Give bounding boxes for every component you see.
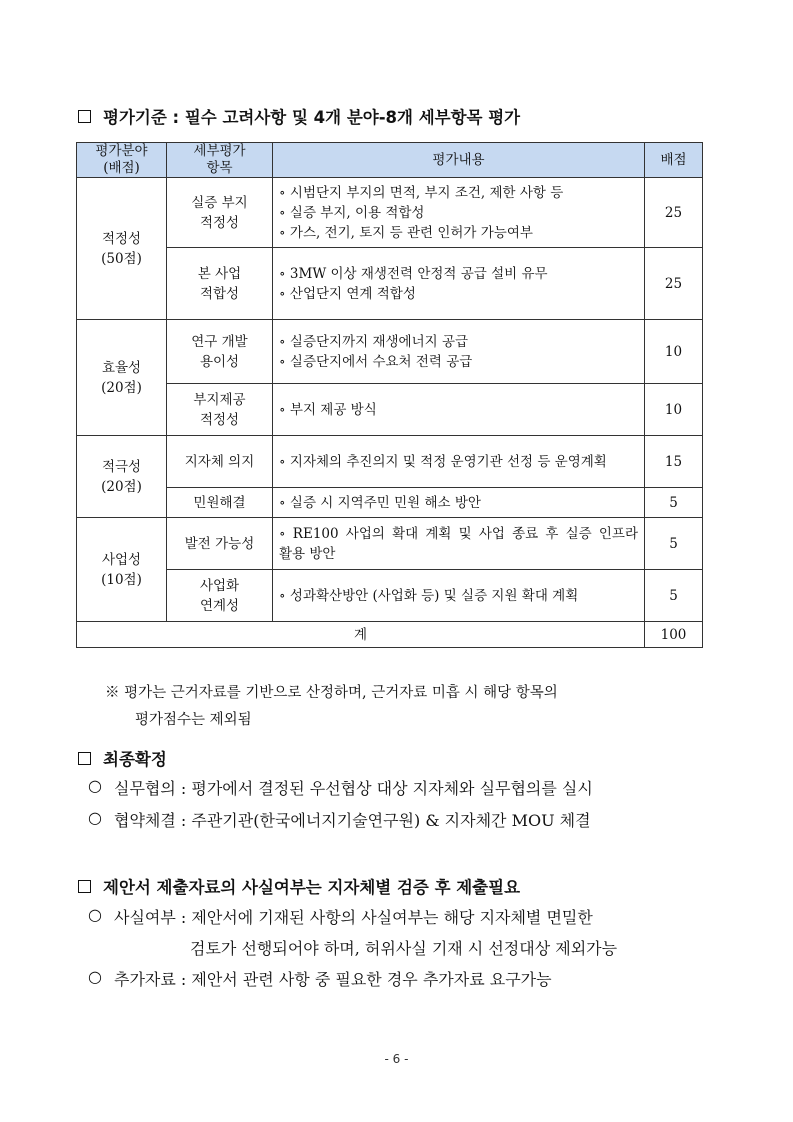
- checkbox-square-icon: [78, 880, 91, 893]
- field-cell: 적극성 (20점): [77, 436, 167, 518]
- score-cell: 10: [645, 384, 703, 436]
- header-field: 평가분야 (배점): [77, 143, 167, 178]
- total-score: 100: [645, 622, 703, 648]
- heading-final-text: 최종확정: [103, 750, 167, 769]
- list-item: [88, 776, 593, 799]
- evaluation-table: [76, 142, 703, 648]
- list-item-continuation: 검토가 선행되어야 하며, 허위사실 기재 시 선정대상 제외가능: [190, 939, 618, 958]
- section-heading-verify: [78, 874, 520, 898]
- score-cell: 5: [645, 570, 703, 622]
- note-line-2: 평가점수는 제외됨: [135, 712, 252, 728]
- bullet-circle-icon: ○: [88, 776, 102, 795]
- section-heading-criteria: [78, 104, 520, 128]
- item-cell: 연구 개발 용이성: [167, 320, 273, 384]
- table-row: [77, 384, 703, 436]
- note-line-1: ※ 평가는 근거자료를 기반으로 산정하며, 근거자료 미흡 시 해당 항목의: [105, 685, 558, 701]
- section-heading-final: [78, 746, 167, 770]
- bullet-circle-icon: ○: [88, 967, 102, 986]
- score-cell: 25: [645, 178, 703, 248]
- item-cell: 지자체 의지: [167, 436, 273, 488]
- table-row: [77, 436, 703, 488]
- table-row: [77, 488, 703, 518]
- content-cell: ∘ 부지 제공 방식: [273, 384, 645, 436]
- field-cell: 사업성 (10점): [77, 518, 167, 622]
- total-row: [77, 622, 703, 648]
- content-cell: ∘ 실증단지까지 재생에너지 공급 ∘ 실증단지에서 수요처 전력 공급: [273, 320, 645, 384]
- item-cell: 부지제공 적정성: [167, 384, 273, 436]
- score-cell: 15: [645, 436, 703, 488]
- item-cell: 발전 가능성: [167, 518, 273, 570]
- table-header-row: [77, 143, 703, 178]
- list-item-text: 협약체결 : 주관기관(한국에너지기술연구원) & 지자체간 MOU 체결: [114, 811, 591, 830]
- list-item: [88, 808, 591, 831]
- table-row: [77, 320, 703, 384]
- score-cell: 5: [645, 518, 703, 570]
- table-row: [77, 518, 703, 570]
- content-cell: ∘ 성과확산방안 (사업화 등) 및 실증 지원 확대 계획: [273, 570, 645, 622]
- heading-verify-text: 제안서 제출자료의 사실여부는 지자체별 검증 후 제출필요: [103, 878, 521, 897]
- score-cell: 5: [645, 488, 703, 518]
- list-item-text: 사실여부 : 제안서에 기재된 사항의 사실여부는 해당 지자체별 면밀한: [114, 908, 593, 927]
- header-item: 세부평가 항목: [167, 143, 273, 178]
- bullet-circle-icon: ○: [88, 905, 102, 924]
- content-cell: ∘ 3MW 이상 재생전력 안정적 공급 설비 유무 ∘ 산업단지 연계 적합성: [273, 248, 645, 320]
- item-cell: 실증 부지 적정성: [167, 178, 273, 248]
- content-cell: ∘ 시범단지 부지의 면적, 부지 조건, 제한 사항 등 ∘ 실증 부지, 이용 적합성 ∘ 가스, 전기, 토지 등 관련 인허가 가능여부: [273, 178, 645, 248]
- list-item-text: 실무협의 : 평가에서 결정된 우선협상 대상 지자체와 실무협의를 실시: [114, 779, 593, 798]
- content-cell: ∘ RE100 사업의 확대 계획 및 사업 종료 후 실증 인프라 활용 방안: [273, 518, 645, 570]
- content-cell: ∘ 실증 시 지역주민 민원 해소 방안: [273, 488, 645, 518]
- checkbox-square-icon: [78, 110, 91, 123]
- table-row: [77, 248, 703, 320]
- page-number: - 6 -: [384, 1052, 409, 1066]
- heading-criteria-text: 평가기준 : 필수 고려사항 및 4개 분야-8개 세부항목 평가: [103, 108, 521, 127]
- table-row: [77, 570, 703, 622]
- header-score: 배점: [645, 143, 703, 178]
- table-row: [77, 178, 703, 248]
- list-item: [88, 905, 593, 928]
- item-cell: 민원해결: [167, 488, 273, 518]
- header-content: 평가내용: [273, 143, 645, 178]
- item-cell: 사업화 연계성: [167, 570, 273, 622]
- field-cell: 적정성 (50점): [77, 178, 167, 320]
- bullet-circle-icon: ○: [88, 808, 102, 827]
- score-cell: 10: [645, 320, 703, 384]
- checkbox-square-icon: [78, 752, 91, 765]
- score-cell: 25: [645, 248, 703, 320]
- evaluation-note: [105, 680, 725, 734]
- field-cell: 효율성 (20점): [77, 320, 167, 436]
- total-label: 계: [77, 622, 645, 648]
- list-item-text: 추가자료 : 제안서 관련 사항 중 필요한 경우 추가자료 요구가능: [114, 970, 552, 989]
- item-cell: 본 사업 적합성: [167, 248, 273, 320]
- list-item: [88, 967, 552, 990]
- content-cell: ∘ 지자체의 추진의지 및 적정 운영기관 선정 등 운영계획: [273, 436, 645, 488]
